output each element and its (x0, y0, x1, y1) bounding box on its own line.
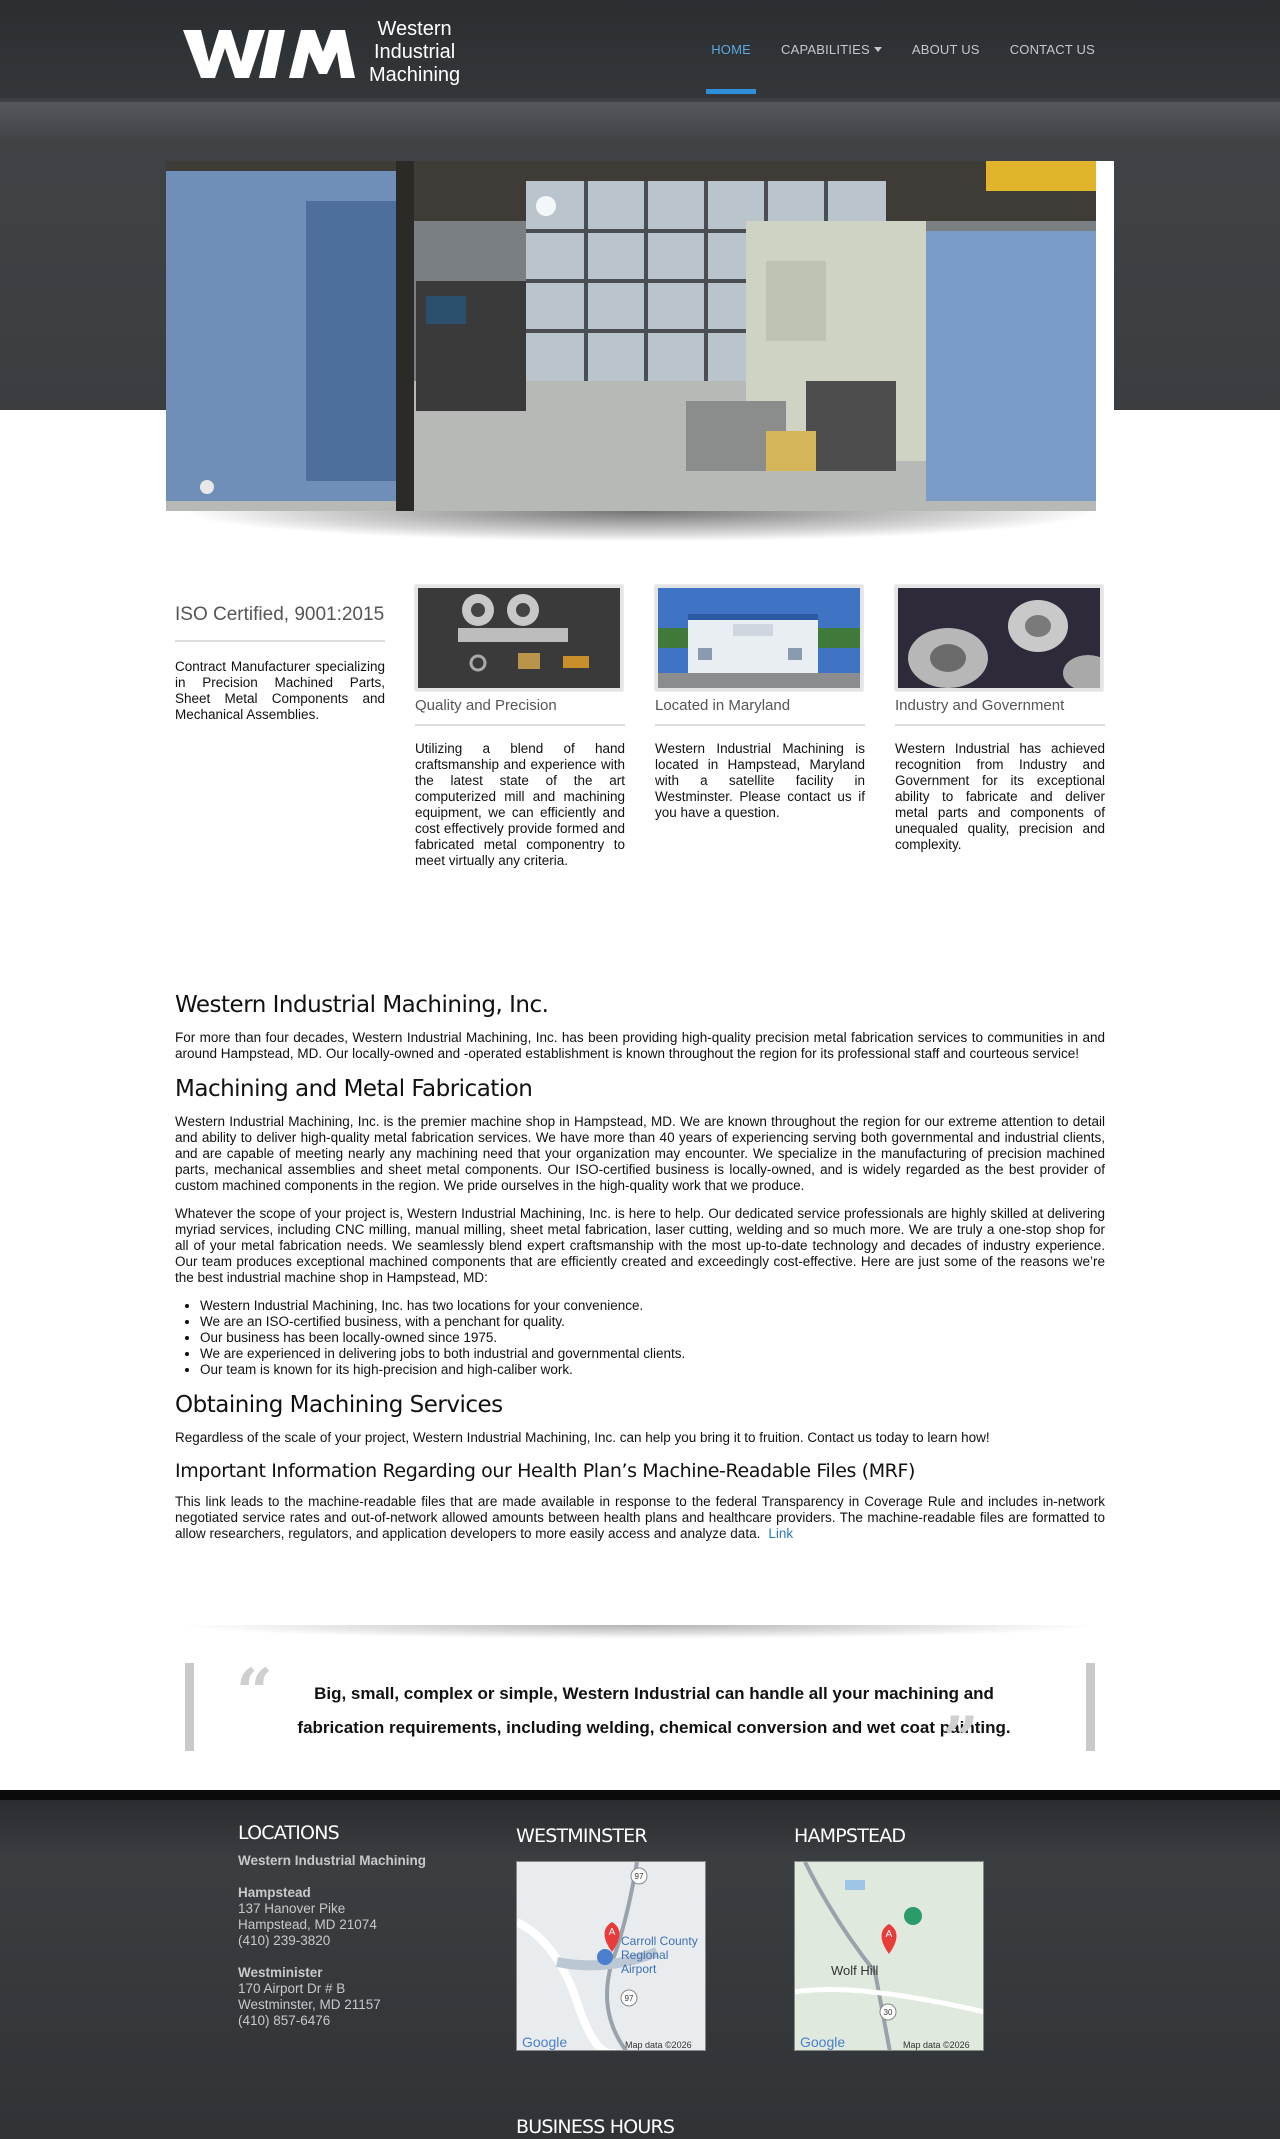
airport-icon (597, 1949, 613, 1965)
map-attribution: Map data ©2026 (903, 2040, 970, 2050)
hampstead-map-column (794, 1825, 905, 1847)
westminster-street: 170 Airport Dr # B (238, 1981, 346, 1996)
westminster-name: Westminister (238, 1965, 323, 1980)
feature-location (655, 585, 865, 821)
slider-dot[interactable] (200, 480, 214, 494)
westminster-map-title: WESTMINSTER (516, 1825, 647, 1847)
site-header (0, 0, 1280, 102)
map-place-label: Wolf Hill (831, 1963, 879, 1978)
quality-thumbnail (415, 585, 623, 691)
iso-block (175, 604, 385, 723)
reasons-list (200, 1298, 1105, 1378)
locations-title: LOCATIONS (238, 1822, 339, 1844)
mrf-heading: Important Information Regarding our Health Plan’s Machine-Readable Files (MRF) (175, 1460, 916, 1482)
route-97-label-south: 97 (624, 1994, 634, 2003)
hampstead-street: 137 Hanover Pike (238, 1901, 346, 1916)
business-hours-column (516, 2116, 674, 2138)
map-place-line: Carroll County (621, 1934, 698, 1948)
mrf-link[interactable]: Link (768, 1526, 794, 1541)
map-marker-label: A (885, 1929, 893, 1940)
hampstead-map[interactable] (794, 1861, 984, 2051)
testimonial-quote (185, 1655, 1095, 1778)
logo-wordmark (369, 18, 460, 87)
obtaining-paragraph: Regardless of the scale of your project, Western Industrial Machining, Inc. can help you bring it to fruition. Contact us today to learn how! (175, 1430, 990, 1445)
locations-column (238, 1822, 478, 2029)
quality-title: Quality and Precision (415, 697, 625, 726)
obtaining-heading: Obtaining Machining Services (175, 1392, 503, 1418)
logo-line: Machining (369, 64, 461, 86)
site-logo[interactable] (183, 18, 460, 87)
shop-floor-photo (166, 161, 1096, 511)
hampstead-map-title: HAMPSTEAD (794, 1825, 906, 1847)
caret-down-icon (874, 47, 882, 52)
list-item: • Western Industrial Machining, Inc. has two locations for your convenience. (200, 1298, 1105, 1314)
nav-home[interactable] (696, 0, 766, 98)
open-quote-icon: “ (236, 1655, 273, 1730)
industry-title: Industry and Government (895, 697, 1105, 726)
westminster-phone[interactable]: (410) 857-6476 (238, 2013, 331, 2028)
iso-title: ISO Certified, 9001:2015 (175, 604, 385, 642)
list-item: • Our business has been locally-owned since 1975. (200, 1330, 1105, 1346)
westminster-map[interactable] (516, 1861, 706, 2051)
logo-line: Western (377, 18, 452, 40)
building-image (658, 588, 860, 688)
location-thumbnail (655, 585, 863, 691)
google-logo: Google (522, 2034, 568, 2050)
hampstead-phone[interactable]: (410) 239-3820 (238, 1933, 331, 1948)
mrf-text: This link leads to the machine-readable files that are made available in response to the federal Transparency in Coverage Rule and includes in-network negotiated service rates and out-of-network allowed amounts between health plans and healthcare providers. The machine-readable files are formatted to allow researchers, regulators, and application developers to more easily access and analyze data. (175, 1494, 1105, 1541)
route-30-label: 30 (883, 2008, 893, 2017)
quote-text: Big, small, complex or simple, Western Industrial can handle all your machining and fabrication requirements, including welding, chemical conversion and wet coat painting. (297, 1684, 1011, 1737)
machined-parts-image (418, 588, 620, 688)
map-attribution: Map data ©2026 (625, 2040, 692, 2050)
nav-capabilities-label: CAPABILITIES (781, 41, 870, 57)
hampstead-map-image (795, 1862, 984, 2051)
machining-paragraph-1: Western Industrial Machining, Inc. is the premier machine shop in Hampstead, MD. We are known throughout the region for our extreme attention to detail and ability to deliver high-quality metal fabrication services. We have more than 40 years of experiencing serving both governmental and industrial clients, and are capable of meeting nearly any machining need that your organization may encounter. We specialize in the manufacturing of precision machined parts, mechanical assemblies and sheet metal components. Our ISO-certified business is locally-owned, and is widely regarded as the best provider of custom machined components in the region. We pride ourselves in the high-quality work that we produce. (175, 1114, 1105, 1193)
main-nav (696, 0, 1110, 98)
route-97-label: 97 (634, 1872, 644, 1881)
westminster-map-image (517, 1862, 706, 2051)
westminster-map-column (516, 1825, 647, 1847)
park-icon (904, 1907, 922, 1925)
machining-heading: Machining and Metal Fabrication (175, 1076, 533, 1102)
map-marker-label: A (608, 1927, 616, 1938)
westminster-city: Westminster, MD 21157 (238, 1997, 381, 2012)
aluminum-parts-image (898, 588, 1100, 688)
hampstead-name: Hampstead (238, 1885, 311, 1900)
logo-line: Industrial (374, 41, 456, 63)
hero-slider[interactable] (166, 161, 1096, 511)
close-quote-icon: ” (942, 1703, 979, 1778)
hampstead-city: Hampstead, MD 21074 (238, 1917, 377, 1932)
wim-logo-mark (183, 22, 355, 84)
nav-about-label: ABOUT US (911, 41, 980, 57)
industry-thumbnail (895, 585, 1103, 691)
location-text: Western Industrial Machining is located in Hampstead, Maryland with a satellite facility in Westminster. Please contact us if you have a question. (655, 741, 865, 820)
machining-paragraph-2: Whatever the scope of your project is, Western Industrial Machining, Inc. is here to help. Our dedicated service professionals are highly skilled at delivering myriad services, including CNC milling, manual milling, sheet metal fabrication, laser cutting, welding and so much more. We are truly a one-stop shop for all of your metal fabrication needs. We seamlessly blend expert craftsmanship with the most up-to-date technology and decades of industry experience. Our team produces exceptional machined components that are efficiently created and exceedingly cost-effective. Here are just some of the reasons we’re the best industrial machine shop in Hampstead, MD: (175, 1206, 1105, 1285)
nav-about-us[interactable] (897, 0, 995, 98)
business-hours-title: BUSINESS HOURS (516, 2116, 675, 2138)
nav-contact-us[interactable] (995, 0, 1110, 98)
nav-contact-label: CONTACT US (1009, 41, 1095, 57)
google-logo: Google (800, 2034, 846, 2050)
quality-text: Utilizing a blend of hand craftsmanship and experience with the latest state of the art computerized mill and machining equipment, we can efficiently and cost effectively provide formed and fabricated metal componentry to meet virtually any criteria. (415, 741, 625, 868)
page-title: Western Industrial Machining, Inc. (175, 992, 549, 1018)
nav-capabilities[interactable] (766, 0, 897, 98)
intro-paragraph: For more than four decades, Western Industrial Machining, Inc. has been providing high-quality precision metal fabrication services to communities in and around Hampstead, MD. Our locally-owned and -operated establishment is known throughout the region for its professional staff and courteous service! (175, 1030, 1105, 1061)
slider-shadow (190, 511, 1090, 541)
list-item: • We are experienced in delivering jobs to both industrial and governmental clients. (200, 1346, 1105, 1362)
map-place-line: Airport (621, 1962, 657, 1976)
industry-text: Western Industrial has achieved recognition from Industry and Government for its exceptional ability to fabricate and deliver metal parts and components of unequaled quality, precision and complexity. (895, 741, 1105, 852)
map-place-line: Regional (621, 1948, 669, 1962)
feature-industry (895, 585, 1105, 853)
iso-text: Contract Manufacturer specializing in Precision Machined Parts, Sheet Metal Components and Mechanical Assemblies. (175, 659, 385, 722)
nav-home-label: HOME (711, 41, 751, 57)
section-divider (175, 1625, 1105, 1639)
list-item: • Our team is known for its high-precision and high-caliber work. (200, 1362, 1105, 1378)
feature-quality (415, 585, 625, 869)
location-title: Located in Maryland (655, 697, 865, 726)
mrf-paragraph (175, 1494, 1105, 1542)
company-name: Western Industrial Machining (238, 1853, 427, 1868)
list-item: • We are an ISO-certified business, with a penchant for quality. (200, 1314, 1105, 1330)
main-content (175, 992, 1105, 1542)
